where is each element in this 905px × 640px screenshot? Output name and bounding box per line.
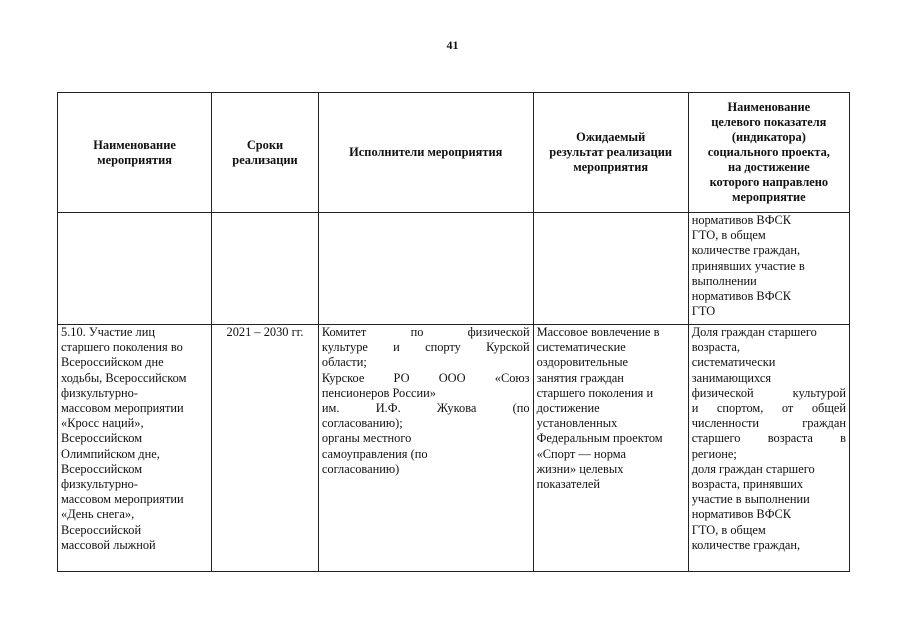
cell-empty — [212, 213, 319, 325]
cell-text-line: Всероссийской — [61, 522, 142, 537]
header-executors — [318, 93, 533, 213]
cell-text-line: жизни» целевых — [536, 461, 624, 476]
cell-text-line: установленных — [536, 416, 618, 431]
cell-text-line: пенсионеров России» — [321, 385, 437, 400]
cell-expected-result — [533, 325, 688, 572]
cell-timeframe: 2021 – 2030 гг. — [212, 325, 319, 572]
table-row-continuation — [58, 213, 850, 325]
cell-empty — [58, 213, 212, 325]
cell-text-line: принявших участие в — [691, 258, 805, 273]
cell-text-line: Исполнители мероприятия — [349, 145, 503, 159]
cell-text-line: социального проекта, — [707, 145, 830, 159]
cell-text-line: самоуправления (по — [321, 446, 428, 461]
cell-text-line: «Кросс наций», — [61, 416, 144, 431]
cell-text-line: показателей — [536, 477, 601, 492]
cell-text-line: Наименование — [727, 100, 811, 114]
cell-text-line: культуре и спорту Курской — [321, 340, 530, 355]
header-target-indicator — [688, 93, 849, 213]
cell-text-line: нормативов ВФСК — [691, 507, 792, 522]
cell-text-line: Ожидаемый — [576, 130, 646, 144]
cell-indicator-continued — [688, 213, 849, 325]
cell-text-line: Всероссийском — [61, 431, 143, 446]
cell-text-line: результат реализации — [549, 145, 672, 159]
cell-empty — [533, 213, 688, 325]
header-expected-result — [533, 93, 688, 213]
cell-text-line: занятия граждан — [536, 370, 624, 385]
cell-text-line: области; — [321, 355, 367, 370]
cell-text-line: на достижение — [727, 160, 810, 174]
cell-text-line: Олимпийском дне, — [61, 446, 160, 461]
cell-text-line: массовом мероприятии — [61, 492, 184, 507]
cell-text-line: 5.10. Участие лиц — [61, 325, 155, 339]
header-timeframe — [212, 93, 319, 213]
cell-text-line: участие в выполнении — [691, 492, 810, 507]
cell-text-line: достижение — [536, 401, 600, 416]
cell-text-line: старшего возраста в — [691, 431, 846, 446]
cell-text-line: численности граждан — [691, 416, 846, 431]
cell-text-line: мероприятия — [573, 160, 649, 174]
cell-text-line: ходьбы, Всероссийском — [61, 370, 187, 385]
cell-empty — [318, 213, 533, 325]
cell-event-name — [58, 325, 212, 572]
cell-text-line: и спортом, от общей — [691, 401, 846, 416]
cell-text-line: систематически — [691, 355, 776, 370]
cell-text-line: Курское РО ООО «Союз — [321, 370, 530, 385]
table-header-row — [58, 93, 850, 213]
page-number: 41 — [446, 38, 459, 52]
cell-text-line: согласованию); — [321, 416, 403, 431]
cell-text-line: Доля граждан старшего — [691, 325, 817, 339]
cell-text-line: оздоровительные — [536, 355, 629, 370]
cell-text-line: регионе; — [691, 446, 737, 461]
cell-text-line: нормативов ВФСК — [691, 289, 792, 304]
cell-text-line: выполнении — [691, 273, 757, 288]
cell-text-line: массовом мероприятии — [61, 401, 184, 416]
cell-text-line: физической культурой — [691, 385, 846, 400]
cell-text-line: Сроки — [246, 137, 284, 152]
cell-text-line: которого направлено — [709, 175, 829, 189]
cell-text-line: занимающихся — [691, 370, 772, 385]
cell-text-line: Наименование — [93, 137, 176, 152]
cell-text-line: систематические — [536, 340, 626, 355]
cell-text-line: количестве граждан, — [691, 537, 801, 552]
cell-text-line: ГТО — [691, 304, 716, 319]
cell-text-line: старшего поколения и — [536, 385, 654, 400]
cell-text-line: Массовое вовлечение в — [536, 325, 660, 339]
cell-text-line: возраста, — [691, 340, 740, 355]
cell-text-line: Федеральным проектом — [536, 431, 663, 446]
cell-text-line: физкультурно- — [61, 477, 139, 492]
cell-text-line: ГТО, в общем — [691, 228, 766, 243]
cell-text-line: мероприятие — [732, 190, 806, 204]
cell-text-line: им. И.Ф. Жукова (по — [321, 401, 530, 416]
cell-text-line: физкультурно- — [61, 385, 139, 400]
cell-text-line: возраста, принявших — [691, 477, 804, 492]
cell-text-line: ГТО, в общем — [691, 522, 766, 537]
cell-text-line: согласованию) — [321, 461, 400, 476]
cell-text-line: доля граждан старшего — [691, 461, 815, 476]
cell-text-line: мероприятия — [97, 152, 172, 167]
table-row-5-10 — [58, 325, 850, 572]
cell-text-line: реализации — [232, 152, 298, 167]
measures-table — [57, 92, 850, 572]
cell-text-line: целевого показателя — [711, 115, 827, 129]
cell-text-line: «День снега», — [61, 507, 135, 522]
cell-target-indicator — [688, 325, 849, 572]
header-event-name — [58, 93, 212, 213]
cell-text-line: «Спорт — норма — [536, 446, 627, 461]
cell-executors — [318, 325, 533, 572]
cell-text-line: Всероссийском дне — [61, 355, 164, 370]
cell-text-line: нормативов ВФСК — [691, 213, 792, 227]
cell-text-line: органы местного — [321, 431, 412, 446]
cell-text-line: (индикатора) — [731, 130, 806, 144]
cell-text-line: Комитет по физической — [321, 325, 530, 339]
cell-text-line: количестве граждан, — [691, 243, 801, 258]
cell-text-line: Всероссийском — [61, 461, 143, 476]
cell-text-line: старшего поколения во — [61, 340, 183, 355]
cell-text-line: массовой лыжной — [61, 537, 156, 552]
